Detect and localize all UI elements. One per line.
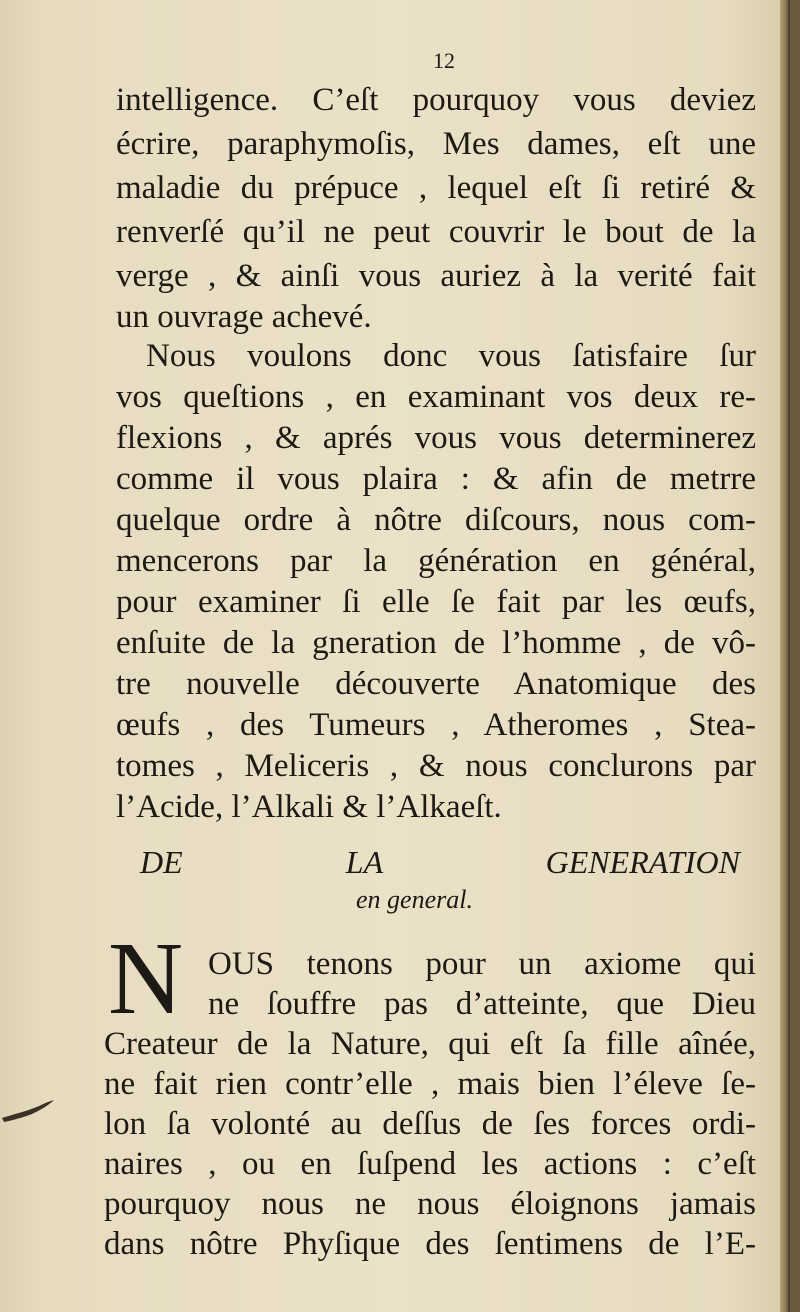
text-line: comme il vous plaira : & afin de metrre xyxy=(116,461,756,497)
text-line: écrire, paraphymoſis, Mes dames, eſt une xyxy=(116,126,756,162)
text-line: tre nouvelle découverte Anatomique des xyxy=(116,666,756,702)
text-line: œufs , des Tumeurs , Atheromes , Stea- xyxy=(116,707,756,743)
text-line: dans nôtre Phyſique des ſentimens de l’E- xyxy=(104,1226,756,1262)
text-line: Nous voulons donc vous ſatisfaire ſur xyxy=(146,338,756,374)
text-line: quelque ordre à nôtre diſcours, nous com- xyxy=(116,502,756,538)
text-line: pourquoy nous ne nous éloignons jamais xyxy=(104,1186,756,1222)
text-line: renverſé qu’il ne peut couvrir le bout de la xyxy=(116,214,756,250)
text-line: enſuite de la gneration de l’homme , de vô- xyxy=(116,625,756,661)
text-line: lon ſa volonté au deſſus de ſes forces ordi- xyxy=(104,1106,756,1142)
text-line: pour examiner ſi elle ſe fait par les œufs, xyxy=(116,584,756,620)
section-subheading: en general. xyxy=(356,885,473,914)
text-line: intelligence. C’eſt pourquoy vous deviez xyxy=(116,82,756,118)
text-line: Createur de la Nature, qui eſt ſa fille aînée, xyxy=(104,1026,756,1062)
text-line: vos queſtions , en examinant vos deux re- xyxy=(116,379,756,415)
drop-cap: N xyxy=(108,921,184,1036)
section-heading: DE LA GENERATION xyxy=(140,844,740,880)
text-line: ne ſouffre pas d’atteinte, que Dieu xyxy=(208,986,756,1022)
text-line: verge , & ainſi vous auriez à la verité fait xyxy=(116,258,756,294)
page-edge xyxy=(780,0,790,1312)
text-line: un ouvrage achevé. xyxy=(116,299,372,335)
page-number: 12 xyxy=(433,48,455,73)
text-line: tomes , Meliceris , & nous conclurons par xyxy=(116,748,756,784)
text-line: naires , ou en ſuſpend les actions : c’eſt xyxy=(104,1146,756,1182)
text-line: mencerons par la génération en général, xyxy=(116,543,756,579)
text-line: ne fait rien contr’elle , mais bien l’éleve ſe- xyxy=(104,1066,756,1102)
text-line: l’Acide, l’Alkali & l’Alkaeſt. xyxy=(116,789,502,825)
ink-flourish-mark xyxy=(0,1092,60,1128)
text-line: OUS tenons pour un axiome qui xyxy=(208,946,756,982)
text-line: maladie du prépuce , lequel eſt ſi retiré & xyxy=(116,170,756,206)
text-line: flexions , & aprés vous vous determinerez xyxy=(116,420,756,456)
